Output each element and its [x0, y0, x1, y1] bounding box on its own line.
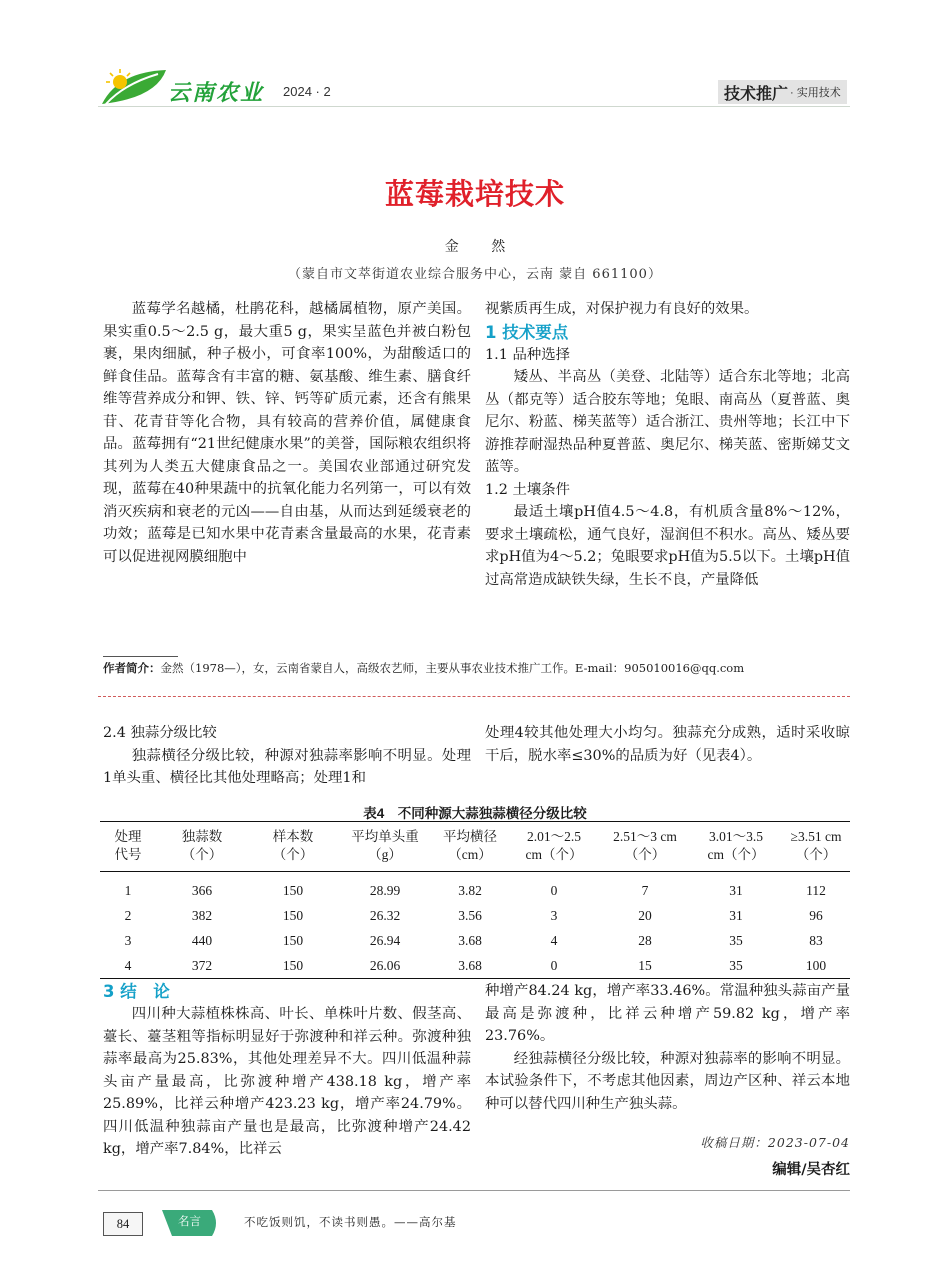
table-header-cell: 独蒜数 （个） [181, 829, 223, 862]
table-header-cell: ≥3.51 cm （个） [790, 829, 842, 862]
table-cell: 112 [806, 882, 826, 898]
table-cell: 31 [729, 882, 743, 898]
intro-continuation: 视紫质再生成，对保护视力有良好的效果。 [485, 301, 759, 317]
data-table [100, 821, 850, 979]
table-cell: 4 [550, 932, 558, 948]
table-cell: 28.99 [369, 882, 401, 898]
table-header-cell: 样本数 （个） [272, 829, 314, 862]
article-title: 蓝莓栽培技术 [384, 177, 565, 211]
table-cell: 2 [124, 907, 132, 923]
table-cell: 3 [550, 907, 558, 923]
page-number: 84 [103, 1212, 143, 1236]
editor-credit: 编辑/吴杏红 [772, 1162, 850, 1178]
table-cell: 3 [124, 932, 132, 948]
table-cell: 35 [729, 932, 743, 948]
section-heading-3: 3 结 论 [103, 982, 170, 1001]
table-cell: 7 [641, 882, 649, 898]
table-cell: 26.32 [369, 907, 401, 923]
table-cell: 83 [809, 932, 823, 948]
table-cell: 100 [805, 957, 827, 973]
magazine-name: 云南农业 [168, 80, 265, 106]
table-cell: 26.06 [369, 957, 401, 973]
article-author: 金 然 [444, 239, 520, 255]
table-header-row [100, 822, 850, 872]
subsection-heading-2-4: 2.4 独蒜分级比较 [103, 725, 217, 741]
subsection-heading-1-2: 1.2 土壤条件 [485, 481, 571, 498]
table-row [100, 953, 850, 979]
header-divider [98, 106, 850, 107]
table-header-cell: 2.51～3 cm （个） [613, 829, 677, 862]
quote-label: 名言 [178, 1216, 201, 1228]
table-cell: 15 [638, 957, 652, 973]
table-title: 表4 不同种源大蒜独蒜横径分级比较 [363, 806, 587, 821]
table-cell: 35 [729, 957, 743, 973]
body-column-right [485, 298, 850, 591]
footnote-label: 作者简介： [103, 663, 161, 675]
table-cell: 31 [729, 907, 743, 923]
issue-number: 2024 · 2 [283, 84, 331, 99]
author-footnote [103, 660, 853, 676]
table-header-cell: 平均单头重 （g） [351, 829, 419, 862]
table-cell: 1 [124, 882, 132, 898]
table-cell: 3.82 [458, 882, 482, 898]
conclusion-column-right [485, 980, 850, 1115]
body-column-left [103, 298, 471, 568]
intro-paragraph: 蓝莓学名越橘，杜鹃花科，越橘属植物，原产美国。果实重0.5～2.5 g，最大重5 g，果实呈蓝色并被白粉包裹，果肉细腻，种子极小，可食率100%，为甜酸适口的鲜食佳品。蓝莓含有丰富的糖、氨基酸、维生素、膳食纤维等营养成分和钾、铁、锌、钙等矿质元素，还含有熊果苷、花青苷等化合物，具有较高的营养价值，属健康食品。蓝莓拥有“21世纪健康水果”的美誉，国际粮农组织将其列为人类五大健康食品之一。美国农业部通过研究发现，蓝莓在40种果蔬中的抗氧化能力名列第一，可以有效消灭疾病和衰老的元凶——自由基，从而达到延缓衰老的功效；蓝莓是已知水果中花青素含量最高的水果，花青素可以促进视网膜细胞中 [103, 301, 471, 565]
table-header-cell: 2.01～2.5 cm（个） [525, 829, 583, 862]
received-date: 收稿日期：2023-07-04 [700, 1135, 850, 1150]
footer-divider [98, 1190, 850, 1191]
soil-paragraph: 最适土壤pH值4.5～4.8，有机质含量8%～12%，要求土壤疏松，通气良好，湿润但不积水。高丛、矮丛要求pH值为4～5.2；兔眼要求pH值为5.5以下。土壤pH值过高常造成缺铁失绿，生长不良，产量降低 [485, 504, 850, 588]
footnote-text: 金然（1978—），女，云南省蒙自人，高级农艺师，主要从事农业技术推广工作。E-mail：905010016@qq.com [160, 661, 745, 675]
table-cell: 0 [550, 957, 558, 973]
section-sub: · 实用技术 [790, 87, 841, 99]
table-cell: 20 [638, 907, 652, 923]
table-cell: 28 [638, 932, 652, 948]
table-row [100, 903, 850, 928]
conclusion-paragraph: 四川种大蒜植株株高、叶长、单株叶片数、假茎高、薹长、薹茎粗等指标明显好于弥渡种和祥云种。弥渡种独蒜率最高为25.83%，其他处理差异不大。四川低温种蒜头亩产量最高，比弥渡种增产438.18 kg，增产率25.89%，比祥云种增产423.23 kg，增产率24.79%。四川低温种独蒜亩产量也是最高，比弥渡种增产24.42 kg，增产率7.84%，比祥云 [103, 1006, 471, 1157]
table-row [100, 872, 850, 904]
table-cell: 150 [282, 957, 304, 973]
table-cell: 3.68 [458, 957, 482, 973]
section-heading-1: 1 技术要点 [485, 322, 569, 342]
table-header-cell: 3.01～3.5 cm（个） [707, 829, 765, 862]
footer-quote: 不吃饭则饥，不读书则愚。——高尔基 [244, 1215, 457, 1229]
conclusion-continuation: 种增产84.24 kg，增产率33.46%。常温种独头蒜亩产量最高是弥渡种，比祥云种增产59.82 kg，增产率23.76%。 [485, 983, 850, 1044]
section-tag [718, 80, 847, 104]
table-cell: 150 [282, 932, 304, 948]
table-cell: 366 [191, 882, 213, 898]
table-cell: 3.56 [458, 907, 482, 923]
table-cell: 0 [550, 882, 558, 898]
table-row [100, 928, 850, 953]
page-split-divider [98, 696, 850, 697]
table-cell: 3.68 [458, 932, 482, 948]
table-header-cell: 平均横径 （cm） [443, 829, 497, 862]
table-cell: 26.94 [369, 932, 401, 948]
variety-paragraph: 矮丛、半高丛（美登、北陆等）适合东北等地；北高丛（都克等）适合胶东等地；兔眼、南高丛（夏普蓝、奥尼尔、粉蓝、梯芙蓝等）适合浙江、贵州等地；长江中下游推荐耐湿热品种夏普蓝、奥尼尔、梯芙蓝、密斯娣艾文蓝等。 [485, 369, 850, 475]
table-cell: 440 [191, 932, 213, 948]
table-cell: 4 [124, 957, 132, 973]
lower-column-left [103, 722, 471, 790]
magazine-logo-icon [98, 64, 168, 108]
grading-continuation: 处理4较其他处理大小均匀。独蒜充分成熟，适时采收晾干后，脱水率≤30%的品质为好（见表4）。 [485, 725, 850, 764]
grading-paragraph: 独蒜横径分级比较，种源对独蒜率影响不明显。处理1单头重、横径比其他处理略高；处理1和 [103, 747, 471, 786]
conclusion-paragraph-2: 经独蒜横径分级比较，种源对独蒜率的影响不明显。本试验条件下，不考虑其他因素，周边产区种、祥云本地种可以替代四川种生产独头蒜。 [485, 1050, 850, 1112]
table-cell: 96 [809, 907, 823, 923]
author-affiliation: （蒙自市文萃街道农业综合服务中心，云南 蒙自 661100） [288, 267, 662, 282]
lower-column-right [485, 722, 850, 767]
conclusion-column-left [103, 980, 471, 1161]
table-cell: 150 [282, 882, 304, 898]
table-cell: 382 [191, 907, 213, 923]
footnote-rule [103, 656, 178, 657]
section-main: 技术推广 [724, 85, 789, 103]
table-cell: 150 [282, 907, 304, 923]
subsection-heading-1-1: 1.1 品种选择 [485, 346, 571, 363]
table-cell: 372 [191, 957, 213, 973]
table-header-cell: 处理 代号 [114, 829, 142, 862]
